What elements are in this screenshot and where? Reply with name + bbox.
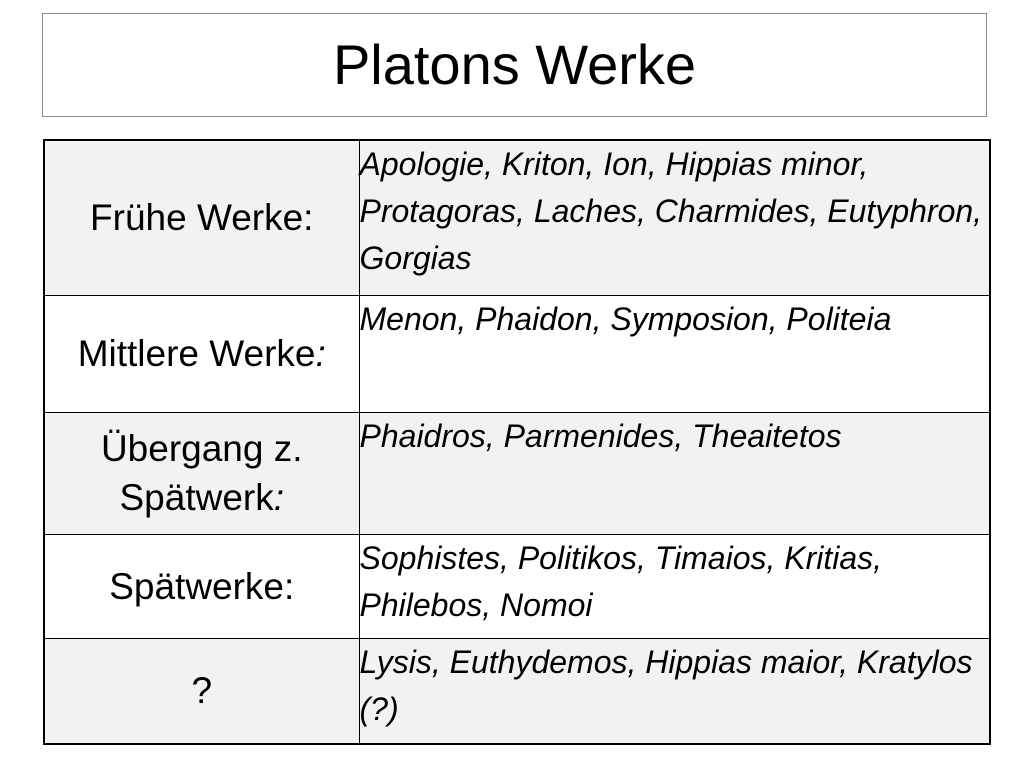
period-suffix: : (315, 333, 326, 374)
table-row-early (44, 140, 990, 295)
works-list: Phaidros, Parmenides, Theaitetos (359, 417, 842, 454)
period-cell (44, 140, 359, 295)
table-row-middle (44, 295, 990, 412)
table-row-late (44, 534, 990, 638)
works-list: Sophistes, Politikos, Timaios, Kritias, Philebos, Nomoi (359, 539, 883, 623)
works-table (43, 139, 991, 745)
table-row-uncertain (44, 638, 990, 744)
works-list: Menon, Phaidon, Symposion, Politeia (359, 300, 892, 337)
title-box (42, 13, 987, 117)
period-label: Frühe Werke: (90, 197, 314, 239)
period-cell (44, 638, 359, 744)
works-cell (359, 412, 990, 534)
table-row-transition (44, 412, 990, 534)
period-label: Mittlere Werke (77, 333, 316, 374)
period-cell (44, 295, 359, 412)
works-cell (359, 534, 990, 638)
period-label: Spätwerke: (109, 565, 295, 607)
works-list: Apologie, Kriton, Ion, Hippias minor, Protagoras, Laches, Charmides, Eutyphron, Gorgias (359, 146, 983, 276)
works-cell (359, 295, 990, 412)
works-list: Lysis, Euthydemos, Hippias maior, Kratylos (?) (359, 643, 973, 727)
period-cell (44, 412, 359, 534)
period-suffix: : (273, 477, 284, 518)
works-cell (359, 638, 990, 744)
period-label: ? (191, 670, 213, 712)
period-label: Übergang z. Spätwerk (100, 428, 303, 518)
works-cell (359, 140, 990, 295)
page-title: Platons Werke (332, 33, 697, 96)
period-cell (44, 534, 359, 638)
